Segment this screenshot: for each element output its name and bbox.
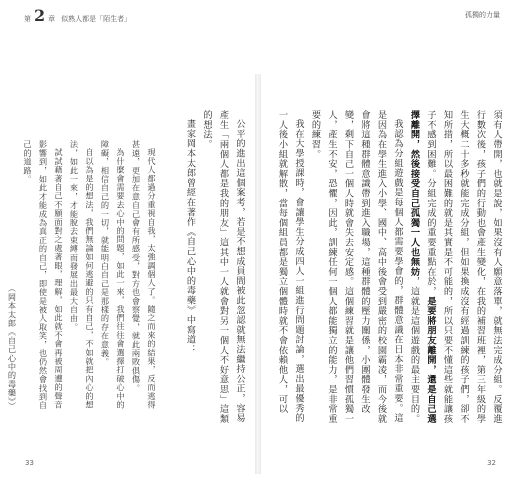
right-paragraph [306, 110, 405, 425]
emphasis-text: 是要將朋友離開，還是自己選擇離開，然後接受自己孤獨一人也無妨 [408, 110, 436, 424]
text-segment: 我認為分組遊戲是每個人都需要學會的，群體意識在日本非常重要。這是因為在學生進入小學、國中、高中後會受到嚴密的校園霸凌，而今後就會將這種群體意識帶到進入職場，這種群體的壓力關係，小團體發生改變，剩下自己一個人時就會失去安定感。這個練習就是讓他們習慣孤獨一人，產生不安，恐懼，因此，訓練任何一個人都能獨立的能力，是非常重要的練習。 [309, 110, 403, 424]
chapter-title: 似熟人都是「陌生者」 [61, 15, 132, 23]
chapter-prefix: 第 [24, 15, 31, 23]
left-page [0, 74, 255, 474]
right-page [261, 74, 516, 474]
left-paragraph: 公平的進出這個案考，若是不想成員間被此忽認就無法繼持公正，容易產生「兩個人都是我的朋友」這其中一人就會對另一個人不好意思」這類的想法。 [201, 110, 245, 424]
quote-citation: （岡本太郎《自己心中的毒藥》） [7, 283, 18, 410]
page-number-left: 33 [25, 459, 34, 467]
right-page-body [278, 110, 504, 425]
text-segment: ，這就是這個遊戲的最主要目的。 [408, 276, 420, 424]
text-segment: 須有人帶開，也就是說，如果沒有人願意落單，就無法完成分組。反覆進行數次後，孩子們的行動也會產生變化，在我的補習班裡，第三年級的學生大概二十多秒就能完成分組，但如果換成沒有經過訓練的孩子們，卻不知所措，所以最困難的就是其實是不可能的，所以只要不懂這些就能讓孩子不感到困難。分組完成的重要重點在於， [425, 110, 502, 424]
text-segment: 我在大學授課時，會讓學生分成四人一組進行問題討論，選出最優秀的一人後小組就解散，當每個組員都是獨立個體時就不會依賴他人，可以 [276, 110, 304, 423]
quote-paragraph: 現代人都過分重視自我，太強調個人了。隨之而來的結果，反而逃得甚遠，更加在意自己會有所感受，對方也會察覺，就此兩敗俱傷。 [131, 140, 157, 410]
right-paragraph [405, 110, 504, 425]
block-quote [7, 140, 159, 410]
running-header-left [24, 4, 131, 24]
chapter-number: 2 [34, 6, 46, 25]
right-paragraph [273, 110, 306, 425]
left-page-body [177, 110, 247, 425]
chapter-suffix: 章 [48, 15, 56, 23]
quote-paragraph: 自以為是的想法，我們無論如何逃避的只有自己，不如就把內心的想法，如此一來，才能脫去束縛而發展出最大自由。 [69, 140, 95, 410]
left-paragraph: 畫家岡本太郎曾經在著作《自己心中的毒藥》中寫道： [184, 119, 196, 355]
quote-paragraph: 為什麼會需要去心中的問題，如此一來，我們往往會選擇打破心中的障礙，相信自己的一切，就能明白自己是那樣的存在意義。 [100, 140, 126, 410]
page-number-right: 32 [487, 459, 496, 467]
running-header-right: 孤獨的力量 [465, 11, 500, 19]
quote-paragraph: 試試藉著自己不願面對之處著眼，理解，如此就不會再被周遭的聲音影響到，如此才能成為真正的自己，即使是被人取笑，也仍然會找到自己的道路。 [23, 140, 64, 410]
